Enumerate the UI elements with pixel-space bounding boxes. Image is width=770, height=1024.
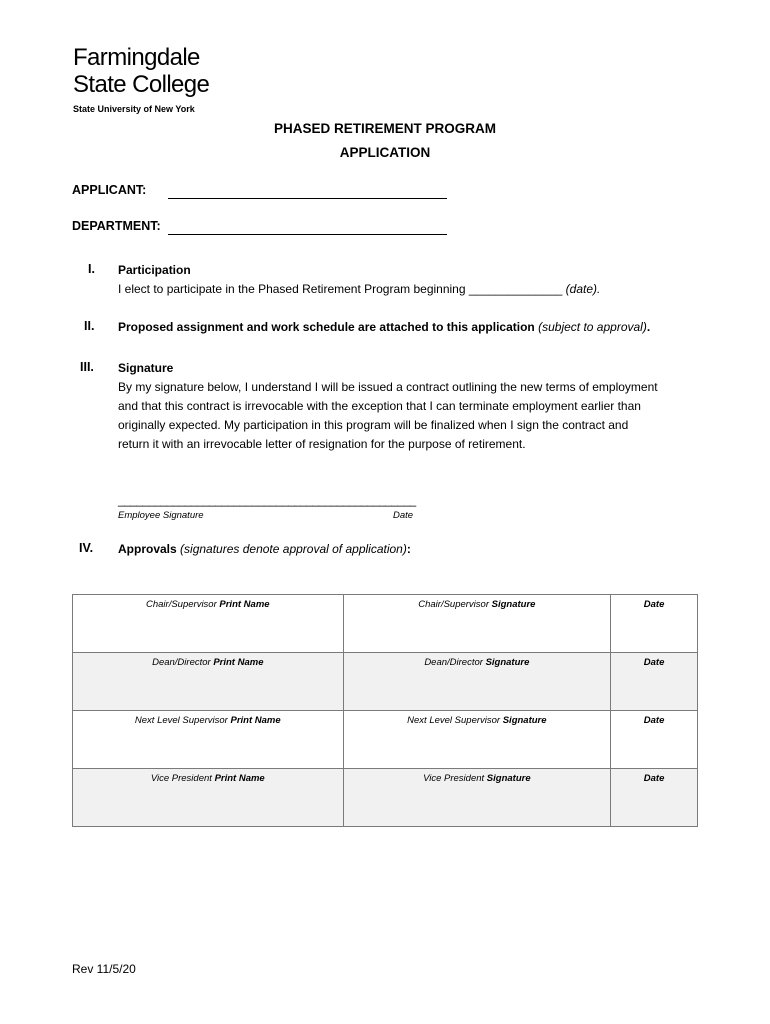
employee-signature-label: Employee Signature xyxy=(118,510,204,521)
print-name-cell[interactable] xyxy=(73,653,344,711)
signature-cell[interactable] xyxy=(343,653,611,711)
participation-statement: I elect to participate in the Phased Retirement Program beginning ______________ xyxy=(118,282,563,296)
signature-label: Signature xyxy=(486,773,531,784)
date-label: Date xyxy=(643,773,665,784)
print-name-label: Print Name xyxy=(230,715,281,726)
assignment-period: . xyxy=(646,320,651,334)
logo-line-state-college: State College xyxy=(73,71,210,98)
print-name-cell[interactable] xyxy=(73,769,344,827)
section-1-heading: Participation xyxy=(118,263,191,277)
employee-signature-line[interactable]: _________________________________________________ xyxy=(118,493,416,507)
date-cell[interactable] xyxy=(611,653,698,711)
role-label: Next Level Supervisor xyxy=(407,715,501,726)
section-4-heading xyxy=(118,540,411,559)
approvals-table xyxy=(72,594,698,827)
section-3-numeral: III. xyxy=(80,360,94,374)
section-1-numeral: I. xyxy=(88,262,95,276)
role-label: Chair/Supervisor xyxy=(146,599,217,610)
print-name-cell[interactable] xyxy=(73,711,344,769)
form-title-line2: APPLICATION xyxy=(339,145,431,160)
table-row xyxy=(73,769,698,827)
date-cell[interactable] xyxy=(611,711,698,769)
signature-label: Signature xyxy=(485,657,530,668)
approvals-note: (signatures denote approval of application) xyxy=(180,542,407,556)
role-label: Chair/Supervisor xyxy=(418,599,489,610)
print-name-label: Print Name xyxy=(214,773,265,784)
logo-line-suny: State University of New York xyxy=(73,104,195,114)
signature-label: Signature xyxy=(502,715,547,726)
participation-date-hint: (date). xyxy=(565,282,601,296)
signature-cell[interactable] xyxy=(343,769,611,827)
revision-label: Rev 11/5/20 xyxy=(72,962,136,976)
print-name-label: Print Name xyxy=(213,657,264,668)
role-label: Vice President xyxy=(150,773,212,784)
table-row xyxy=(73,711,698,769)
date-cell[interactable] xyxy=(611,769,698,827)
signature-paragraph-line: and that this contract is irrevocable with the exception that I can terminate employment earlier than xyxy=(118,399,641,413)
department-field[interactable] xyxy=(168,234,447,235)
table-row xyxy=(73,653,698,711)
department-label: DEPARTMENT: xyxy=(72,219,161,233)
role-label: Dean/Director xyxy=(152,657,211,668)
date-cell[interactable] xyxy=(611,595,698,653)
date-label: Date xyxy=(643,715,665,726)
signature-cell[interactable] xyxy=(343,595,611,653)
applicant-label: APPLICANT: xyxy=(72,183,147,197)
signature-label: Signature xyxy=(491,599,536,610)
print-name-label: Print Name xyxy=(219,599,270,610)
approvals-colon: : xyxy=(406,542,411,556)
logo-line-farmingdale: Farmingdale xyxy=(73,44,200,71)
applicant-field[interactable] xyxy=(168,198,447,199)
signature-paragraph-line: return it with an irrevocable letter of resignation for the purpose of retirement. xyxy=(118,437,526,451)
role-label: Next Level Supervisor xyxy=(134,715,228,726)
table-row xyxy=(73,595,698,653)
role-label: Dean/Director xyxy=(424,657,483,668)
section-2-numeral: II. xyxy=(84,319,95,333)
approvals-heading: Approvals xyxy=(118,542,177,556)
date-label: Date xyxy=(643,657,665,668)
signature-paragraph-line: originally expected. My participation in this program will be finalized when I sign the contract and xyxy=(118,418,629,432)
section-3-heading: Signature xyxy=(118,361,174,375)
assignment-statement: Proposed assignment and work schedule are attached to this application xyxy=(118,320,535,334)
college-logo xyxy=(73,44,209,114)
section-4-numeral: IV. xyxy=(79,541,94,555)
signature-cell[interactable] xyxy=(343,711,611,769)
section-1-text xyxy=(118,280,600,299)
assignment-approval-note: (subject to approval) xyxy=(538,320,647,334)
signature-date-label: Date xyxy=(393,510,414,521)
print-name-cell[interactable] xyxy=(73,595,344,653)
signature-paragraph-line: By my signature below, I understand I will be issued a contract outlining the new terms of employment xyxy=(118,380,658,394)
section-2-heading xyxy=(118,318,650,337)
date-label: Date xyxy=(643,599,665,610)
role-label: Vice President xyxy=(423,773,485,784)
form-title-line1: PHASED RETIREMENT PROGRAM xyxy=(273,121,496,136)
